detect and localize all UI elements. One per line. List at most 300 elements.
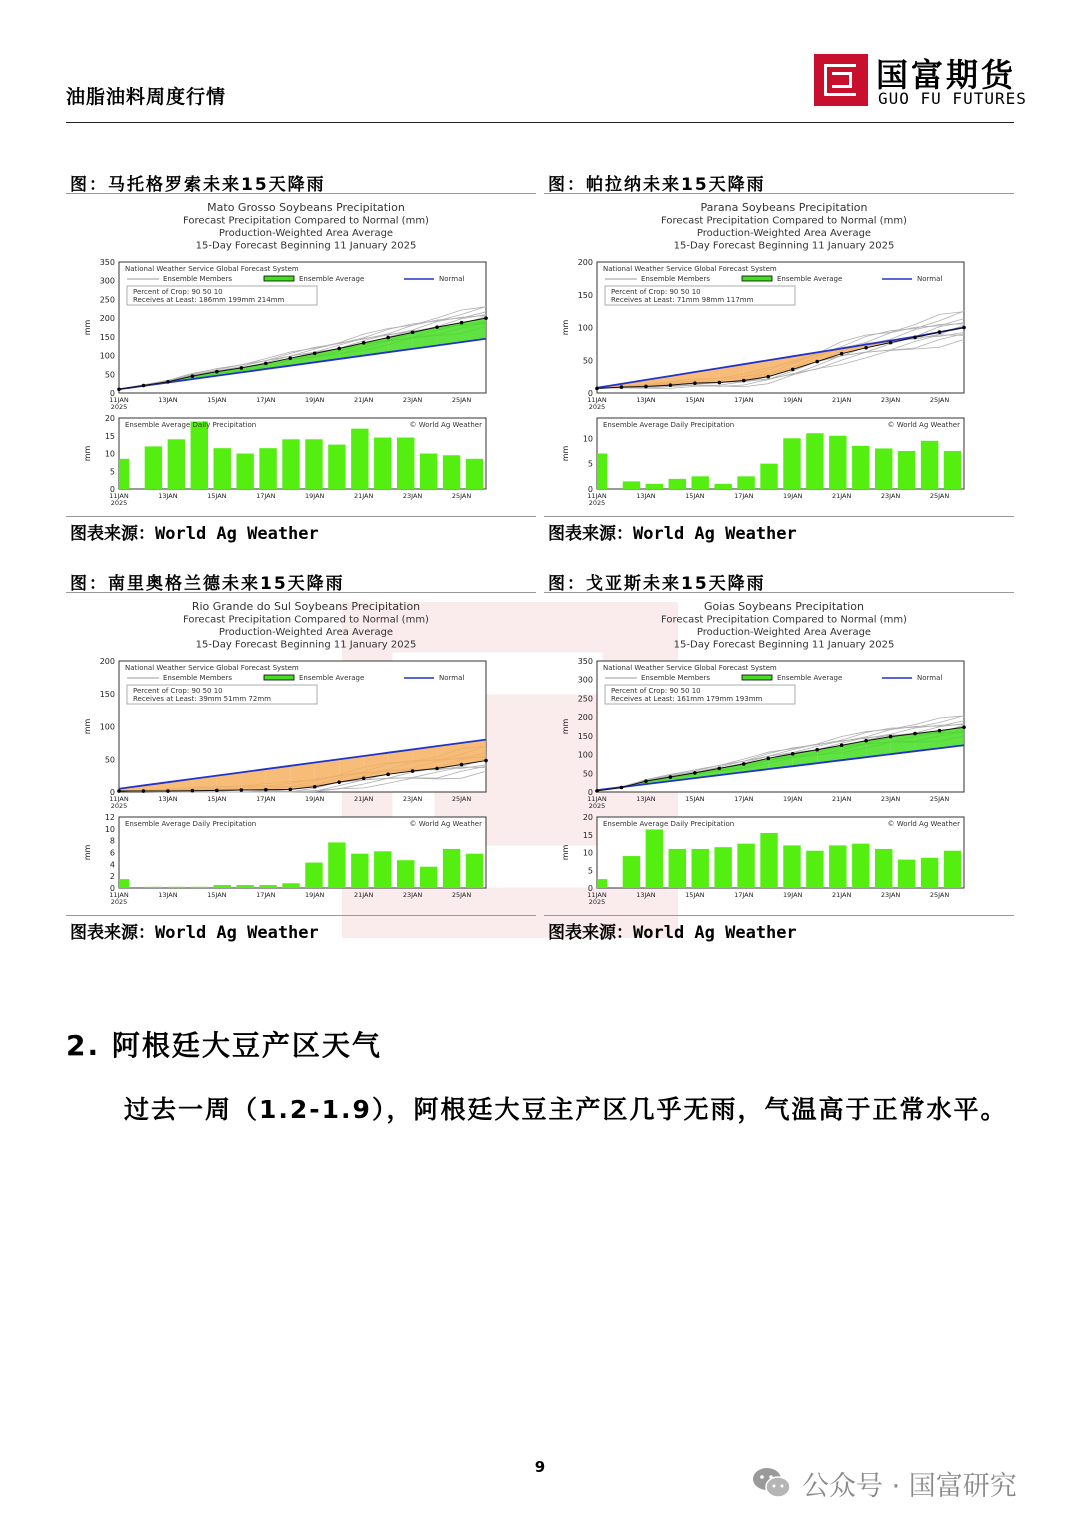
legend-normal-label: Normal [917, 674, 943, 682]
daily-precip-bar [875, 849, 892, 888]
daily-precip-bar [737, 476, 754, 489]
ensemble-average-point [938, 330, 942, 334]
crop-receives-row: Receives at Least: 186mm 199mm 214mm [133, 296, 285, 304]
ensemble-average-point [191, 789, 195, 793]
daily-precip-bar [351, 854, 368, 888]
x-tick-label: 25JAN [929, 795, 950, 803]
daily-precip-bar [623, 481, 640, 489]
ensemble-average-point [484, 759, 488, 763]
bar-y-tick-label: 5 [109, 467, 115, 477]
bar-y-tick-label: 10 [104, 824, 115, 834]
ensemble-average-point [840, 352, 844, 356]
y-tick-label: 100 [99, 722, 115, 732]
legend-normal-label: Normal [439, 674, 465, 682]
legend-average-label: Ensemble Average [777, 674, 843, 682]
ensemble-average-point [742, 379, 746, 383]
header-divider [66, 122, 1014, 123]
bar-y-tick-label: 0 [109, 884, 115, 893]
ensemble-average-point [644, 779, 648, 783]
y-tick-label: 300 [577, 675, 593, 685]
y-tick-label: 50 [104, 370, 115, 380]
legend-members-label: Ensemble Members [641, 275, 710, 283]
daily-precip-bar [328, 842, 345, 888]
y-axis-label: mm [561, 718, 570, 735]
ensemble-average-point [718, 381, 722, 385]
wechat-account-badge [752, 1462, 1042, 1504]
ensemble-average-point [337, 780, 341, 784]
legend-average-label: Ensemble Average [777, 275, 843, 283]
y-tick-label: 100 [99, 351, 115, 361]
ensemble-average-point [313, 785, 317, 789]
daily-precip-bar [692, 849, 709, 888]
ensemble-average-point [766, 757, 770, 761]
legend-average-label: Ensemble Average [299, 674, 365, 682]
y-tick-label: 150 [577, 731, 593, 741]
legend-normal-label: Normal [917, 275, 943, 283]
ensemble-average-point [117, 387, 121, 391]
ensemble-average-point [435, 325, 439, 329]
ensemble-average-point [766, 375, 770, 379]
logo-english-name: GUO FU FUTURES [878, 89, 1027, 108]
ensemble-average-point [117, 789, 121, 793]
bar-y-tick-label: 6 [109, 848, 115, 858]
x-tick-label: 21JAN [831, 396, 852, 404]
daily-precip-bar [214, 448, 231, 489]
daily-precip-bar [783, 845, 800, 888]
y-axis-label: mm [83, 718, 92, 735]
ensemble-average-point [460, 763, 464, 767]
chart-title-line: Production-Weighted Area Average [696, 627, 872, 638]
legend-average-swatch [742, 276, 772, 281]
bar-x-tick-label: 25JAN [451, 891, 472, 899]
ensemble-average-point [644, 385, 648, 389]
daily-precip-bar [214, 885, 231, 888]
chart-caption: 图：戈亚斯未来15天降雨 [548, 574, 766, 594]
x-tick-label: 11JAN [587, 396, 607, 404]
bar-y-axis-label: mm [561, 844, 570, 861]
y-tick-label: 0 [587, 788, 593, 797]
daily-precip-bar [305, 439, 322, 489]
chart-source: 图表来源：World Ag Weather [548, 524, 797, 544]
daily-precip-bar [898, 451, 915, 489]
ensemble-average-point [435, 767, 439, 771]
y-tick-label: 50 [582, 356, 593, 366]
ensemble-average-point [669, 775, 673, 779]
chart-title-line: Forecast Precipitation Compared to Normal (mm) [661, 215, 907, 227]
x-tick-label: 11JAN [587, 795, 607, 803]
ensemble-average-point [840, 743, 844, 747]
bar-y-tick-label: 10 [582, 848, 593, 858]
y-tick-label: 200 [577, 713, 593, 723]
ensemble-average-point [386, 336, 390, 340]
x-tick-label: 23JAN [402, 795, 423, 803]
y-tick-label: 300 [99, 276, 115, 286]
x-tick-label: 15JAN [685, 795, 705, 803]
bar-x-tick-year: 2025 [588, 499, 606, 507]
bar-x-tick-label: 21JAN [353, 492, 374, 500]
x-tick-label: 21JAN [353, 396, 374, 404]
ensemble-average-point [742, 762, 746, 766]
precipitation-chart [66, 591, 536, 909]
ensemble-average-point [215, 370, 219, 374]
y-tick-label: 100 [577, 323, 593, 333]
anomaly-fill-segment [290, 763, 314, 790]
chart-title-line: Parana Soybeans Precipitation [700, 201, 868, 214]
daily-precip-bar [145, 887, 162, 888]
x-tick-label: 19JAN [783, 795, 803, 803]
copyright-label: © World Ag Weather [409, 820, 482, 828]
bar-x-tick-label: 11JAN [587, 891, 607, 899]
y-tick-label: 100 [577, 750, 593, 760]
ensemble-average-point [386, 773, 390, 777]
x-tick-label: 11JAN [109, 396, 129, 404]
bar-x-tick-year: 2025 [588, 898, 606, 906]
chart-title-line: Mato Grosso Soybeans Precipitation [207, 201, 405, 214]
ensemble-average-point [215, 789, 219, 793]
model-label: National Weather Service Global Forecast System [125, 664, 299, 672]
copyright-label: © World Ag Weather [887, 421, 960, 429]
daily-precip-bar [145, 446, 162, 489]
bar-chart-title: Ensemble Average Daily Precipitation [603, 421, 735, 429]
bar-x-tick-label: 11JAN [587, 492, 607, 500]
daily-precip-bar [420, 454, 437, 490]
bar-x-tick-label: 15JAN [685, 492, 705, 500]
model-label: National Weather Service Global Forecast System [603, 265, 777, 273]
ensemble-average-point [240, 366, 244, 370]
daily-precip-bar [328, 445, 345, 489]
daily-precip-bar [760, 464, 777, 489]
y-axis-label: mm [561, 319, 570, 336]
x-tick-year: 2025 [110, 403, 128, 411]
daily-precip-bar [466, 459, 483, 489]
daily-precip-bar [921, 441, 938, 489]
source-divider [544, 915, 1014, 916]
legend-members-label: Ensemble Members [163, 275, 232, 283]
bar-y-tick-label: 8 [109, 836, 115, 846]
y-tick-label: 50 [104, 755, 115, 765]
x-tick-label: 15JAN [685, 396, 705, 404]
x-tick-label: 13JAN [636, 396, 656, 404]
daily-precip-bar [259, 448, 276, 489]
daily-precip-bar [282, 439, 299, 489]
daily-precip-bar [760, 833, 777, 888]
ensemble-average-point [669, 383, 673, 387]
daily-precip-bar [259, 885, 276, 888]
daily-precip-bar [737, 844, 754, 888]
chart-title-line: Production-Weighted Area Average [696, 228, 872, 239]
bar-y-tick-label: 20 [582, 813, 593, 822]
x-tick-label: 17JAN [256, 795, 276, 803]
logo-mark [814, 54, 868, 106]
daily-precip-bar [236, 454, 253, 490]
crop-percent-row: Percent of Crop: 90 50 10 [133, 687, 223, 695]
chart-title-line: Production-Weighted Area Average [218, 228, 394, 239]
y-tick-label: 0 [587, 389, 593, 398]
daily-precip-bar [944, 451, 961, 489]
logo-chinese-name: 国富期货 [876, 56, 1017, 94]
daily-precip-bar [829, 436, 846, 489]
bar-y-tick-label: 10 [582, 434, 593, 444]
wechat-account-label: 公众号 · 国富研究 [802, 1471, 1017, 1502]
bar-x-tick-label: 19JAN [783, 492, 803, 500]
ensemble-average-point [864, 739, 868, 743]
ensemble-average-point [166, 380, 170, 384]
bar-y-tick-label: 0 [587, 884, 593, 893]
ensemble-average-point [595, 789, 599, 793]
bar-x-tick-label: 25JAN [451, 492, 472, 500]
x-tick-label: 25JAN [929, 396, 950, 404]
ensemble-average-point [718, 767, 722, 771]
crop-percent-row: Percent of Crop: 90 50 10 [611, 687, 701, 695]
x-tick-year: 2025 [110, 802, 128, 810]
ensemble-average-point [142, 384, 146, 388]
bar-y-tick-label: 12 [104, 813, 115, 822]
bar-y-tick-label: 4 [109, 860, 115, 870]
daily-precip-bar [623, 856, 640, 888]
bar-y-tick-label: 0 [587, 485, 593, 494]
x-tick-label: 23JAN [880, 795, 901, 803]
crop-receives-row: Receives at Least: 71mm 98mm 117mm [611, 296, 754, 304]
x-tick-label: 23JAN [880, 396, 901, 404]
ensemble-average-point [889, 735, 893, 739]
daily-precip-bar [646, 829, 663, 888]
ensemble-average-point [913, 336, 917, 340]
x-tick-label: 25JAN [451, 396, 472, 404]
bar-x-tick-label: 13JAN [636, 492, 656, 500]
daily-precip-bar [597, 454, 607, 490]
anomaly-fill-segment [413, 746, 437, 771]
daily-precip-bar [806, 433, 823, 489]
precipitation-chart [544, 591, 1014, 909]
chart-source: 图表来源：World Ag Weather [548, 923, 797, 943]
daily-precip-bar [397, 860, 414, 888]
legend-average-label: Ensemble Average [299, 275, 365, 283]
daily-precip-bar [852, 844, 869, 888]
x-tick-label: 17JAN [734, 396, 754, 404]
chart-title-line: Forecast Precipitation Compared to Normal (mm) [661, 614, 907, 626]
bar-x-tick-label: 19JAN [305, 492, 325, 500]
chart-panel-mato-grosso [66, 170, 536, 550]
x-tick-label: 17JAN [734, 795, 754, 803]
daily-precip-bar [597, 879, 607, 888]
chart-panel-goias [544, 569, 1014, 949]
ensemble-average-point [889, 341, 893, 345]
daily-precip-bar [714, 484, 731, 489]
ensemble-average-point [962, 326, 966, 330]
ensemble-average-point [620, 385, 624, 389]
ensemble-average-point [693, 381, 697, 385]
y-tick-label: 200 [99, 314, 115, 324]
x-tick-label: 13JAN [636, 795, 656, 803]
ensemble-average-point [693, 771, 697, 775]
legend-members-label: Ensemble Members [163, 674, 232, 682]
ensemble-average-point [791, 368, 795, 372]
ensemble-average-point [815, 748, 819, 752]
bar-y-axis-label: mm [561, 445, 570, 462]
daily-precip-bar [168, 439, 185, 489]
daily-precip-bar [305, 863, 322, 888]
daily-precip-bar [374, 851, 391, 888]
chart-panel-parana [544, 170, 1014, 550]
x-tick-label: 17JAN [256, 396, 276, 404]
bar-y-tick-label: 15 [582, 830, 593, 840]
daily-precip-bar [714, 847, 731, 888]
legend-members-label: Ensemble Members [641, 674, 710, 682]
daily-precip-bar [646, 484, 663, 489]
y-tick-label: 0 [109, 389, 115, 398]
bar-y-axis-label: mm [83, 445, 92, 462]
bar-x-tick-label: 13JAN [158, 492, 178, 500]
copyright-label: © World Ag Weather [409, 421, 482, 429]
daily-precip-bar [852, 446, 869, 489]
ensemble-average-point [815, 360, 819, 364]
x-tick-label: 23JAN [402, 396, 423, 404]
crop-percent-row: Percent of Crop: 90 50 10 [611, 288, 701, 296]
bar-x-tick-label: 21JAN [353, 891, 374, 899]
x-tick-label: 15JAN [207, 396, 227, 404]
document-header-title: 油脂油料周度行情 [66, 86, 227, 108]
ensemble-average-point [240, 788, 244, 792]
ensemble-average-point [791, 752, 795, 756]
daily-precip-bar [191, 422, 208, 489]
source-divider [544, 516, 1014, 517]
y-tick-label: 150 [99, 332, 115, 342]
x-tick-label: 15JAN [207, 795, 227, 803]
legend-average-swatch [264, 276, 294, 281]
ensemble-average-point [142, 789, 146, 793]
x-tick-label: 11JAN [109, 795, 129, 803]
bar-x-tick-label: 11JAN [109, 891, 129, 899]
ensemble-average-point [362, 341, 366, 345]
page-number: 9 [534, 1458, 546, 1476]
chart-caption: 图：南里奥格兰德未来15天降雨 [70, 574, 345, 594]
bar-x-tick-label: 17JAN [256, 492, 276, 500]
legend-average-swatch [264, 675, 294, 680]
bar-x-tick-label: 23JAN [402, 492, 423, 500]
ensemble-average-point [620, 786, 624, 790]
ensemble-average-point [313, 352, 317, 356]
bar-x-tick-label: 25JAN [929, 891, 950, 899]
y-tick-label: 350 [577, 657, 593, 666]
daily-precip-bar [875, 448, 892, 489]
bar-x-tick-label: 13JAN [158, 891, 178, 899]
x-tick-label: 25JAN [451, 795, 472, 803]
section-heading: 2. 阿根廷大豆产区天气 [66, 1029, 382, 1062]
bar-y-tick-label: 10 [104, 449, 115, 459]
x-tick-label: 19JAN [305, 795, 325, 803]
bar-x-tick-year: 2025 [110, 898, 128, 906]
bar-x-tick-label: 25JAN [929, 492, 950, 500]
precipitation-chart [544, 192, 1014, 510]
ensemble-average-point [913, 732, 917, 736]
ensemble-average-point [362, 776, 366, 780]
bar-x-tick-label: 13JAN [636, 891, 656, 899]
bar-x-tick-label: 23JAN [402, 891, 423, 899]
bar-chart-title: Ensemble Average Daily Precipitation [603, 820, 735, 828]
y-tick-label: 350 [99, 258, 115, 267]
ensemble-average-point [288, 356, 292, 360]
daily-precip-bar [119, 879, 129, 888]
ensemble-average-point [484, 316, 488, 320]
y-axis-label: mm [83, 319, 92, 336]
bar-y-axis-label: mm [83, 844, 92, 861]
crop-receives-row: Receives at Least: 39mm 51mm 72mm [133, 695, 271, 703]
chart-title-line: Forecast Precipitation Compared to Normal (mm) [183, 215, 429, 227]
model-label: National Weather Service Global Forecast System [603, 664, 777, 672]
wechat-icon [752, 1466, 792, 1500]
daily-precip-bar [806, 851, 823, 888]
precipitation-chart [66, 192, 536, 510]
x-tick-label: 21JAN [831, 795, 852, 803]
bar-y-tick-label: 2 [109, 872, 115, 882]
daily-precip-bar [466, 854, 483, 888]
daily-precip-bar [898, 860, 915, 888]
chart-caption: 图：马托格罗索未来15天降雨 [70, 175, 326, 195]
y-tick-label: 50 [582, 769, 593, 779]
daily-precip-bar [944, 851, 961, 888]
bar-y-tick-label: 5 [587, 459, 593, 469]
x-tick-label: 21JAN [353, 795, 374, 803]
bar-x-tick-label: 19JAN [305, 891, 325, 899]
daily-precip-bar [374, 438, 391, 489]
x-tick-label: 13JAN [158, 795, 178, 803]
daily-precip-bar [420, 867, 437, 888]
bar-x-tick-label: 19JAN [783, 891, 803, 899]
x-tick-label: 19JAN [783, 396, 803, 404]
daily-precip-bar [282, 883, 299, 888]
bar-chart-title: Ensemble Average Daily Precipitation [125, 421, 257, 429]
ensemble-average-point [166, 789, 170, 793]
daily-precip-bar [236, 885, 253, 888]
daily-precip-bar [692, 476, 709, 489]
chart-panel-rio-grande-do-sul [66, 569, 536, 949]
ensemble-average-point [337, 347, 341, 351]
bar-y-tick-label: 15 [104, 431, 115, 441]
ensemble-average-point [264, 362, 268, 366]
anomaly-fill-segment [388, 749, 412, 774]
x-tick-label: 13JAN [158, 396, 178, 404]
daily-precip-bar [921, 858, 938, 888]
y-tick-label: 250 [577, 694, 593, 704]
chart-title-line: Forecast Precipitation Compared to Normal (mm) [183, 614, 429, 626]
source-divider [66, 516, 536, 517]
ensemble-average-point [938, 729, 942, 733]
y-tick-label: 200 [99, 657, 115, 666]
daily-precip-bar [669, 849, 686, 888]
daily-precip-bar [397, 438, 414, 489]
ensemble-average-point [864, 346, 868, 350]
bar-x-tick-label: 17JAN [734, 492, 754, 500]
x-tick-year: 2025 [588, 403, 606, 411]
daily-precip-bar [443, 455, 460, 489]
daily-precip-bar [168, 887, 185, 888]
ensemble-average-point [264, 788, 268, 792]
daily-precip-bar [783, 438, 800, 489]
daily-precip-bar [669, 479, 686, 489]
bar-y-tick-label: 20 [104, 414, 115, 423]
ensemble-average-point [411, 331, 415, 335]
ensemble-average-point [962, 725, 966, 729]
chart-title-line: 15-Day Forecast Beginning 11 January 2025 [673, 240, 895, 252]
chart-title-line: Rio Grande do Sul Soybeans Precipitation [191, 600, 421, 613]
bar-x-tick-label: 11JAN [109, 492, 129, 500]
daily-precip-bar [829, 845, 846, 888]
bar-x-tick-label: 15JAN [207, 492, 227, 500]
chart-title-line: Production-Weighted Area Average [218, 627, 394, 638]
y-tick-label: 200 [577, 258, 593, 267]
y-tick-label: 0 [109, 788, 115, 797]
anomaly-fill-segment [339, 756, 363, 782]
